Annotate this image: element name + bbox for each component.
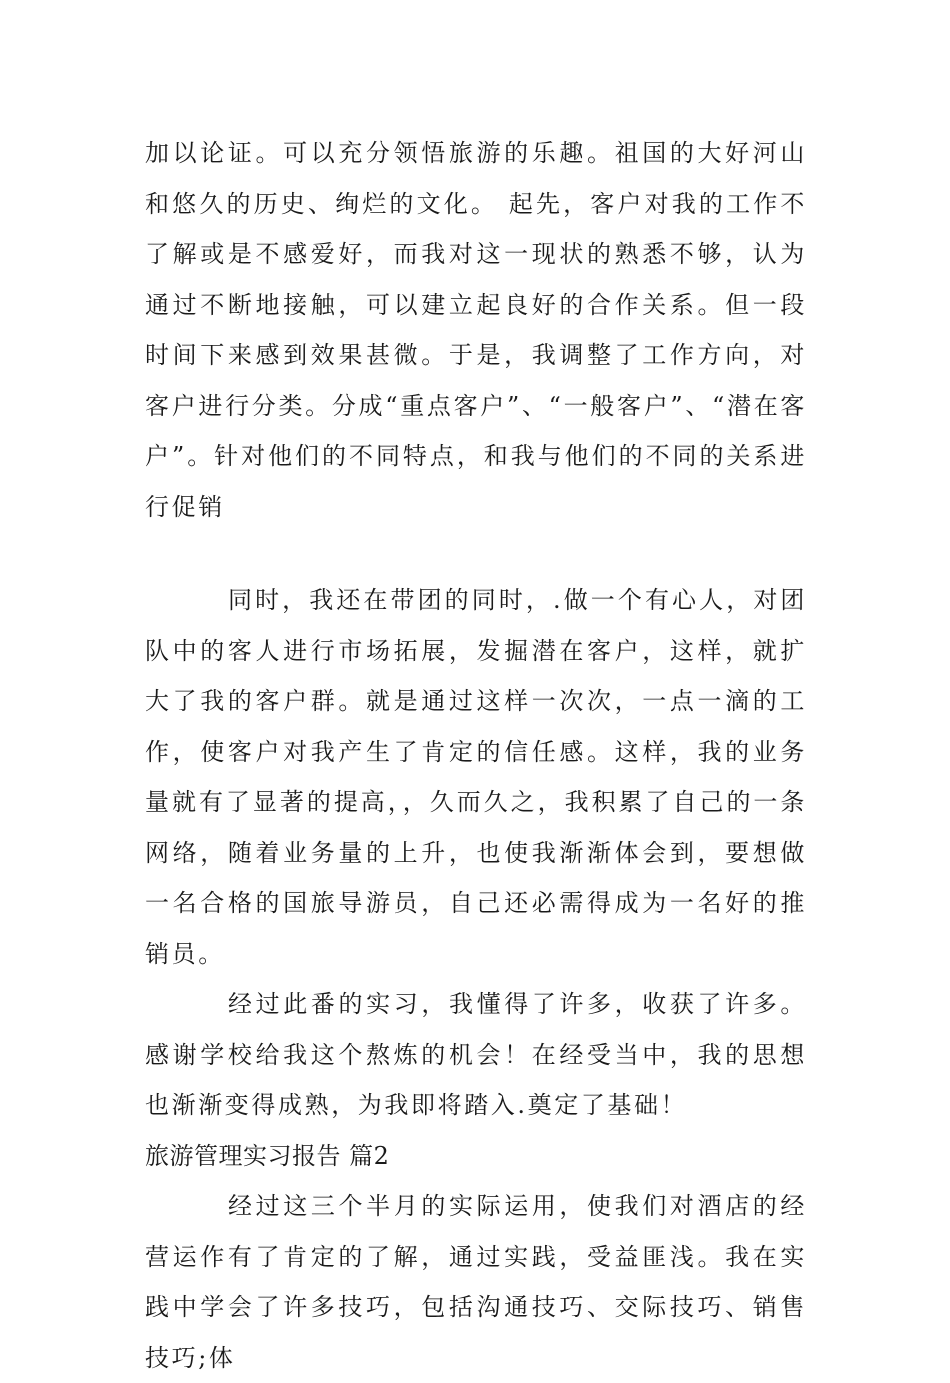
paragraph-3: 经过此番的实习，我懂得了许多，收获了许多。感谢学校给我这个熬炼的机会！在经受当中，我的思想也渐渐变得成熟，为我即将踏入.奠定了基础！ (145, 990, 807, 1119)
paragraph-1: 加以论证。可以充分领悟旅游的乐趣。祖国的大好河山和悠久的历史、绚烂的文化。 起先，客户对我的工作不了解或是不感爱好，而我对这一现状的熟悉不够，认为通过不断地接触，可以建立起良好的合作关系。但一段时间下来感到效果甚微。于是，我调整了工作方向，对客户进行分类。分成“重点客户”、“一般客户”、“潜在客户”。针对他们的不同特点，和我与他们的不同的关系进行促销 (145, 139, 807, 521)
section-paragraph: 经过这三个半月的实际运用，使我们对酒店的经营运作有了肯定的了解，通过实践，受益匪浅。我在实践中学会了许多技巧，包括沟通技巧、交际技巧、销售技巧;体 (145, 1192, 807, 1372)
document-body (145, 128, 807, 1383)
section-heading: 旅游管理实习报告 篇2 (145, 1141, 390, 1170)
paragraph-2: 同时，我还在带团的同时，.做一个有心人，对团队中的客人进行市场拓展，发掘潜在客户，这样，就扩大了我的客户群。就是通过这样一次次，一点一滴的工作，使客户对我产生了肯定的信任感。这样，我的业务量就有了显著的提高，，久而久之，我积累了自己的一条网络，随着业务量的上升，也使我渐渐体会到，要想做一名合格的国旅导游员，自己还必需得成为一名好的推销员。 (145, 586, 807, 968)
